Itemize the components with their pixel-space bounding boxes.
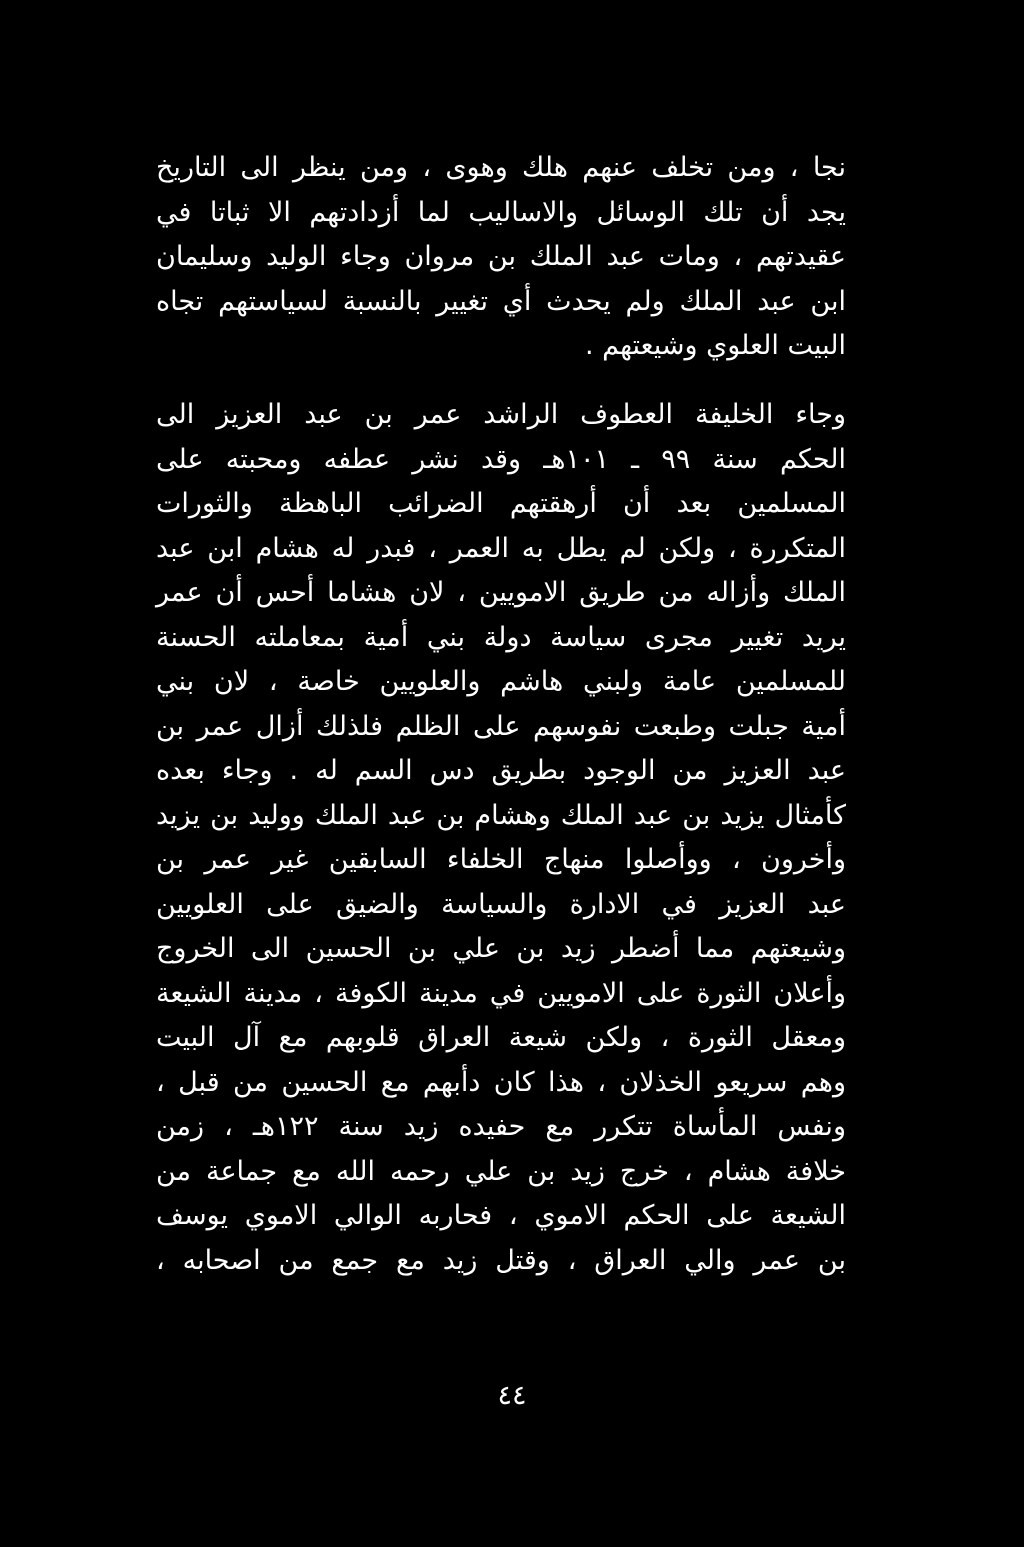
text-line: المسلمين بعد أن أرهقتهم الضرائب الباهظة والثورات — [156, 488, 846, 519]
text-line: يريد تغيير مجرى سياسة دولة بني أمية بمعاملته الحسنة — [156, 621, 846, 653]
text-line: بن عمر والي العراق ، وقتل زيد مع جمع من اصحابه ، — [156, 1244, 846, 1276]
text-line: وشيعتهم مما أضطر زيد بن علي بن الحسين الى الخروج — [156, 933, 846, 964]
text-line: عبد العزيز من الوجود بطريق دس السم له . وجاء بعده — [156, 755, 846, 786]
text-line: ونفس المأساة تتكرر مع حفيده زيد سنة ١٢٢هـ ، زمن — [156, 1111, 846, 1142]
page-number: ٤٤ — [497, 1380, 527, 1411]
text-line: وأخرون ، ووأصلوا منهاج الخلفاء السابقين غير عمر بن — [156, 844, 846, 875]
text-line: الشيعة على الحكم الاموي ، فحاربه الوالي الاموي يوسف — [156, 1200, 846, 1231]
text-line: نجا ، ومن تخلف عنهم هلك وهوى ، ومن ينظر الى التاريخ — [156, 152, 846, 183]
text-line: الحكم سنة ٩٩ ـ ١٠١هـ وقد نشر عطفه ومحبته على — [156, 443, 847, 475]
paragraph-1 — [156, 146, 846, 369]
text-line: يجد أن تلك الوسائل والاساليب لما أزدادتهم الا ثباتا في — [156, 196, 846, 228]
text-line: البيت العلوي وشيعتهم . — [584, 330, 846, 361]
text-line: الملك وأزاله من طريق الامويين ، لان هشاما أحس أن عمر — [156, 577, 846, 608]
text-line: عبد العزيز في الادارة والسياسة والضيق على العلويين — [156, 888, 846, 920]
paragraph-2 — [156, 393, 846, 1283]
text-line: وأعلان الثورة على الامويين في مدينة الكوفة ، مدينة الشيعة — [156, 977, 846, 1009]
text-line: ومعقل الثورة ، ولكن شيعة العراق قلوبهم مع آل البيت — [156, 1022, 846, 1053]
text-line: وهم سريعو الخذلان ، هذا كان دأبهم مع الحسين من قبل ، — [156, 1066, 846, 1098]
text-line: ابن عبد الملك ولم يحدث أي تغيير بالنسبة لسياستهم تجاه — [156, 285, 846, 317]
text-line: وجاء الخليفة العطوف الراشد عمر بن عبد العزيز الى — [156, 399, 846, 430]
text-line: أمية جبلت وطبعت نفوسهم على الظلم فلذلك أزال عمر بن — [156, 710, 846, 742]
text-line: عقيدتهم ، ومات عبد الملك بن مروان وجاء الوليد وسليمان — [156, 241, 846, 272]
text-line: للمسلمين عامة ولبني هاشم والعلويين خاصة ، لان بني — [156, 666, 846, 697]
text-line: كأمثال يزيد بن عبد الملك وهشام بن عبد الملك ووليد بن يزيد — [156, 799, 846, 831]
text-line: خلافة هشام ، خرج زيد بن علي رحمه الله مع جماعة من — [156, 1155, 846, 1187]
text-line: المتكررة ، ولكن لم يطل به العمر ، فبدر له هشام ابن عبد — [156, 532, 846, 564]
